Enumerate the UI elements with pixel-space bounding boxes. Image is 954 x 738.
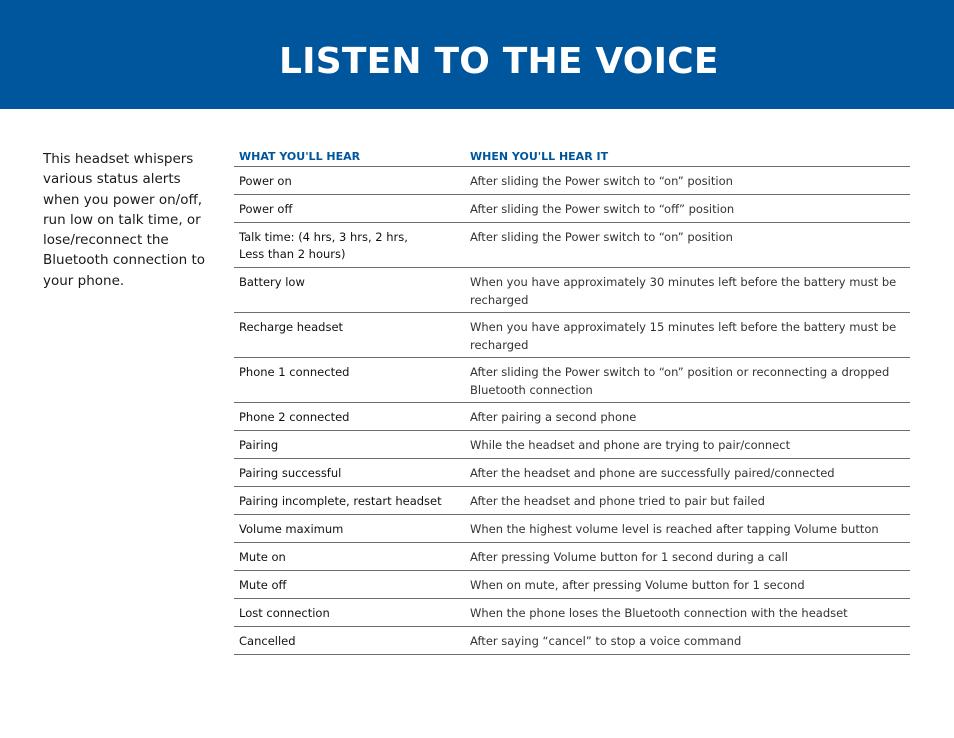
table-row [234,571,910,599]
row-hear-cell: Power off [239,202,293,216]
row-hear-cell: Pairing incomplete, restart headset [239,494,442,508]
table-row [234,313,910,358]
intro-paragraph: This headset whispers various status alerts when you power on/off, run low on talk time, or lose/reconnect the Bluetooth connection to your phone. [43,151,206,289]
row-when-cell: After the headset and phone tried to pair but failed [470,494,765,508]
table-row [234,268,910,313]
table-row [234,358,910,403]
table-header [234,147,910,167]
row-hear-cell: Power on [239,174,292,188]
row-hear-cell: Cancelled [239,634,296,648]
row-when-cell: After the headset and phone are successfully paired/connected [470,466,835,480]
row-hear-cell: Recharge headset [239,320,344,334]
row-when-cell: After pressing Volume button for 1 second during a call [470,550,788,564]
table-row [234,459,910,487]
row-when-cell: When on mute, after pressing Volume button for 1 second [470,578,805,592]
row-when-cell: After pairing a second phone [470,410,637,424]
table-row [234,627,910,655]
table-row [234,223,910,268]
row-hear-cell: Battery low [239,275,305,289]
table-row [234,543,910,571]
table-row [234,167,910,195]
table-row [234,515,910,543]
table-row [234,599,910,627]
row-hear-cell: Mute off [239,578,287,592]
table-row [234,431,910,459]
table-row [234,195,910,223]
column-header-what: WHAT YOU'LL HEAR [239,150,361,163]
row-hear-cell: Volume maximum [239,522,344,536]
row-when-cell: While the headset and phone are trying to pair/connect [470,438,791,452]
row-when-cell: After saying “cancel” to stop a voice command [470,634,742,648]
header-banner [0,0,954,109]
page-title: LISTEN TO THE VOICE [279,41,719,82]
row-when-cell: After sliding the Power switch to “on” position or reconnecting a dropped Bluetooth connection [470,365,890,397]
row-when-cell: When you have approximately 30 minutes left before the battery must be recharged [470,275,897,307]
voice-alerts-table [234,147,910,655]
row-hear-cell: Talk time: (4 hrs, 3 hrs, 2 hrs, Less than 2 hours) [239,230,408,261]
row-when-cell: After sliding the Power switch to “on” position [470,174,733,188]
row-when-cell: When the phone loses the Bluetooth connection with the headset [470,606,848,620]
row-hear-cell: Mute on [239,550,286,564]
row-hear-cell: Pairing successful [239,466,342,480]
row-when-cell: After sliding the Power switch to “on” position [470,230,733,244]
column-header-when: WHEN YOU'LL HEAR IT [470,150,609,163]
row-hear-cell: Pairing [239,438,279,452]
row-when-cell: After sliding the Power switch to “off” position [470,202,735,216]
row-hear-cell: Phone 1 connected [239,365,350,379]
row-when-cell: When you have approximately 15 minutes left before the battery must be recharged [470,320,897,352]
table-row [234,487,910,515]
row-hear-cell: Phone 2 connected [239,410,350,424]
table-row [234,403,910,431]
row-hear-cell: Lost connection [239,606,330,620]
row-when-cell: When the highest volume level is reached after tapping Volume button [470,522,879,536]
